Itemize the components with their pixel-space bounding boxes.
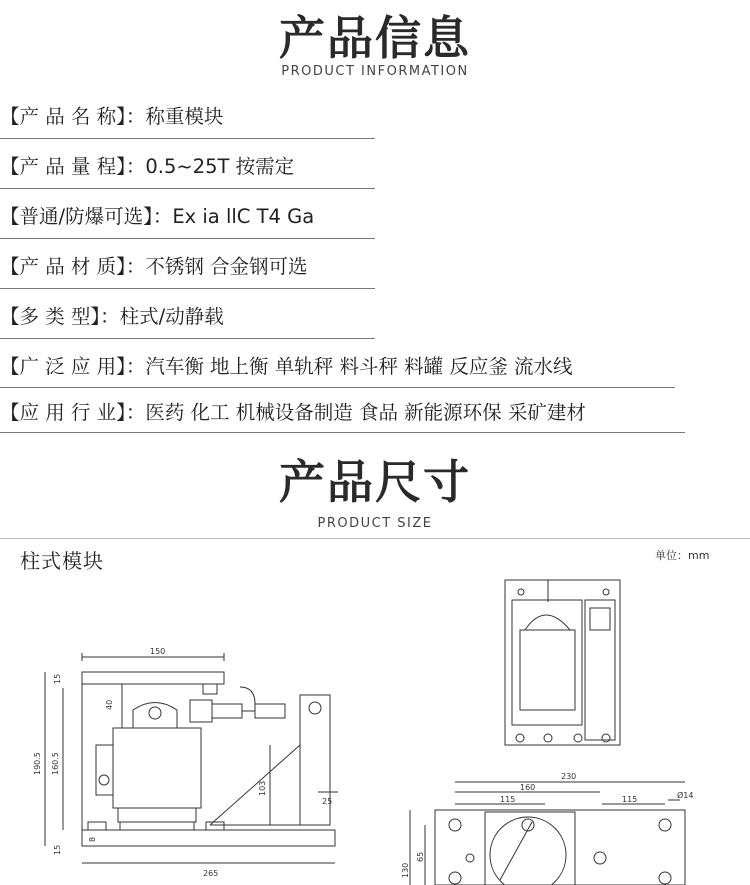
info-title: 产品信息	[279, 11, 471, 65]
divider	[0, 138, 375, 139]
plan-view	[410, 782, 685, 885]
row-value: 医药 化工 机械设备制造 食品 新能源环保 采矿建材	[145, 401, 586, 424]
dim-65: 65	[416, 851, 425, 862]
info-row-range	[0, 151, 294, 181]
info-row-explosion	[0, 201, 314, 231]
divider	[0, 387, 675, 388]
dim-265: 265	[203, 869, 219, 878]
dim-25: 25	[322, 797, 333, 806]
section-divider	[0, 538, 750, 539]
dim-40: 40	[105, 699, 114, 710]
info-row-type	[0, 301, 224, 331]
dim-103: 103	[258, 780, 267, 796]
dim-115-left: 115	[500, 795, 516, 804]
side-view	[505, 580, 620, 745]
divider	[0, 288, 375, 289]
divider	[0, 338, 375, 339]
unit-label: 单位：mm	[655, 549, 710, 562]
divider	[0, 432, 685, 433]
info-row-industry	[0, 397, 586, 427]
info-subtitle: PRODUCT INFORMATION	[281, 64, 469, 79]
row-label: 【产 品 材 质】：	[0, 255, 146, 278]
row-value: 汽车衡 地上衡 单轨秤 料斗秤 料罐 反应釜 流水线	[145, 355, 573, 378]
dim-130: 130	[401, 862, 410, 878]
row-label: 【多 类 型】：	[0, 305, 120, 328]
dim-115-right: 115	[622, 795, 638, 804]
dim-230: 230	[561, 772, 577, 781]
dim-15-top: 15	[53, 673, 62, 684]
info-row-name	[0, 101, 223, 131]
dim-8: 8	[88, 836, 97, 842]
row-label: 【产 品 量 程】：	[0, 155, 146, 178]
row-value: 0.5~25T 按需定	[145, 155, 295, 178]
divider	[0, 188, 375, 189]
dim-150: 150	[150, 647, 166, 656]
row-value: 不锈钢 合金钢可选	[145, 255, 308, 278]
dim-15-bottom: 15	[53, 844, 62, 855]
info-row-material	[0, 251, 308, 281]
dim-160: 160	[520, 783, 536, 792]
row-label: 【普通/防爆可选】：	[0, 205, 173, 228]
row-label: 【应 用 行 业】：	[0, 401, 146, 424]
front-view	[45, 653, 338, 863]
size-subtitle: PRODUCT SIZE	[317, 516, 433, 531]
row-value: 柱式/动静载	[119, 305, 224, 328]
dim-190-5: 190.5	[33, 752, 42, 775]
row-label: 【广 泛 应 用】：	[0, 355, 146, 378]
row-value: Ex ia llC T4 Ga	[172, 205, 315, 228]
info-row-application	[0, 351, 573, 381]
technical-drawing	[0, 560, 750, 885]
divider	[0, 238, 375, 239]
section-label: 柱式模块	[20, 549, 104, 573]
dim-diameter-14: Ø14	[677, 791, 694, 800]
row-label: 【产 品 名 称】：	[0, 105, 146, 128]
dim-160-5: 160.5	[51, 752, 60, 775]
size-title: 产品尺寸	[279, 455, 471, 509]
row-value: 称重模块	[145, 105, 224, 128]
